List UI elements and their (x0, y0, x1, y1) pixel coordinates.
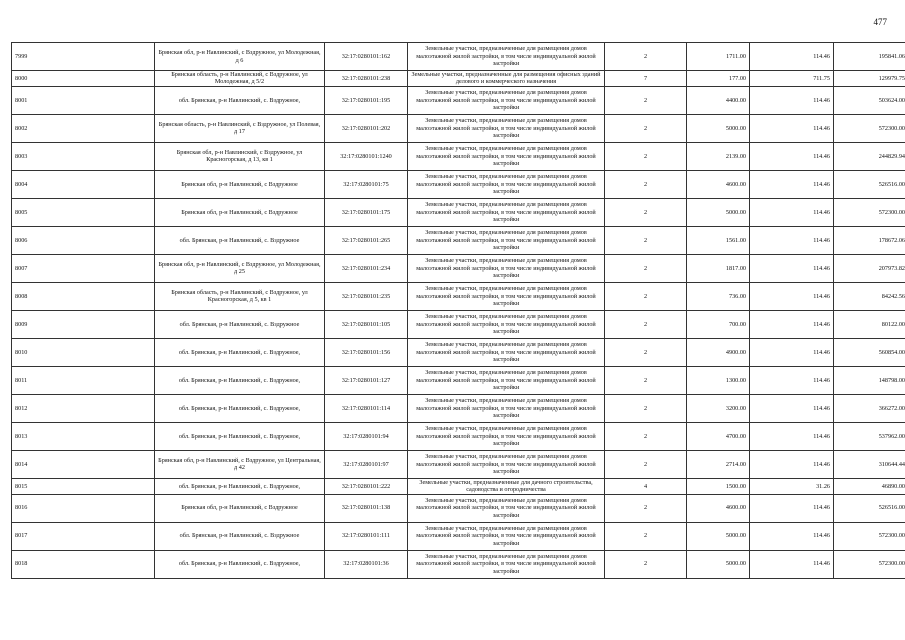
area-cell: 1817.00 (687, 254, 750, 282)
table-row (12, 310, 905, 338)
table-row (12, 422, 905, 450)
land-use-cell: Земельные участки, предназначенные для размещения домов малоэтажной жилой застройки, в том числе индивидуальной жилой застройки (408, 394, 605, 422)
use-group-cell: 2 (605, 522, 687, 550)
use-group-cell: 2 (605, 422, 687, 450)
specific-value-cell: 114.46 (750, 198, 834, 226)
use-group-cell: 7 (605, 71, 687, 87)
area-cell: 4600.00 (687, 170, 750, 198)
land-use-cell: Земельные участки, предназначенные для размещения домов малоэтажной жилой застройки, в том числе индивидуальной жилой застройки (408, 522, 605, 550)
cadastral-number-cell: 32:17:0280101:162 (325, 43, 408, 71)
use-group-cell: 2 (605, 114, 687, 142)
address-cell: обл. Брянская, р-н Навлинский, с. Вздружное, (155, 338, 325, 366)
land-use-cell: Земельные участки, предназначенные для размещения домов малоэтажной жилой застройки, в том числе индивидуальной жилой застройки (408, 422, 605, 450)
record-number-cell: 8018 (12, 550, 155, 578)
record-number-cell: 8000 (12, 71, 155, 87)
use-group-cell: 2 (605, 43, 687, 71)
specific-value-cell: 114.46 (750, 282, 834, 310)
area-cell: 5000.00 (687, 114, 750, 142)
table-row (12, 142, 905, 170)
address-cell: Брянская обл, р-н Навлинский, с Вздружное, ул Молодежная, д 25 (155, 254, 325, 282)
address-cell: обл. Брянская, р-н Навлинский, с. Вздружное, (155, 478, 325, 494)
specific-value-cell: 114.46 (750, 366, 834, 394)
land-use-cell: Земельные участки, предназначенные для размещения офисных зданий делового и коммерческого назначения (408, 71, 605, 87)
record-number-cell: 8011 (12, 366, 155, 394)
table-row (12, 43, 905, 71)
specific-value-cell: 114.46 (750, 422, 834, 450)
cadastral-value-cell: 244829.94 (834, 142, 905, 170)
record-number-cell: 8009 (12, 310, 155, 338)
land-use-cell: Земельные участки, предназначенные для размещения домов малоэтажной жилой застройки, в том числе индивидуальной жилой застройки (408, 338, 605, 366)
table-row (12, 366, 905, 394)
cadastral-number-cell: 32:17:0280101:235 (325, 282, 408, 310)
record-number-cell: 8017 (12, 522, 155, 550)
cadastral-number-cell: 32:17:0280101:195 (325, 86, 408, 114)
cadastral-number-cell: 32:17:0280101:175 (325, 198, 408, 226)
cadastral-number-cell: 32:17:0280101:202 (325, 114, 408, 142)
address-cell: обл. Брянская, р-н Навлинский, с. Вздружное, (155, 422, 325, 450)
address-cell: обл. Брянская, р-н Навлинский, с. Вздружное, (155, 366, 325, 394)
record-number-cell: 7999 (12, 43, 155, 71)
cadastral-value-cell: 526516.00 (834, 170, 905, 198)
record-number-cell: 8002 (12, 114, 155, 142)
cadastral-value-cell: 129979.75 (834, 71, 905, 87)
area-cell: 3200.00 (687, 394, 750, 422)
use-group-cell: 2 (605, 142, 687, 170)
cadastral-value-cell: 537962.00 (834, 422, 905, 450)
address-cell: обл. Брянская, р-н Навлинский, с. Вздружное, (155, 394, 325, 422)
use-group-cell: 2 (605, 198, 687, 226)
land-use-cell: Земельные участки, предназначенные для размещения домов малоэтажной жилой застройки, в том числе индивидуальной жилой застройки (408, 170, 605, 198)
record-number-cell: 8006 (12, 226, 155, 254)
cadastral-value-cell: 80122.00 (834, 310, 905, 338)
cadastral-number-cell: 32:17:0280101:105 (325, 310, 408, 338)
area-cell: 1300.00 (687, 366, 750, 394)
area-cell: 700.00 (687, 310, 750, 338)
cadastral-number-cell: 32:17:0280101:127 (325, 366, 408, 394)
table-row (12, 114, 905, 142)
record-number-cell: 8012 (12, 394, 155, 422)
cadastral-number-cell: 32:17:0280101:97 (325, 450, 408, 478)
specific-value-cell: 114.46 (750, 86, 834, 114)
land-use-cell: Земельные участки, предназначенные для размещения домов малоэтажной жилой застройки, в том числе индивидуальной жилой застройки (408, 114, 605, 142)
specific-value-cell: 711.75 (750, 71, 834, 87)
area-cell: 4600.00 (687, 494, 750, 522)
use-group-cell: 2 (605, 282, 687, 310)
specific-value-cell: 114.46 (750, 450, 834, 478)
record-number-cell: 8004 (12, 170, 155, 198)
cadastral-value-cell: 366272.00 (834, 394, 905, 422)
address-cell: Брянская обл, р-н Навлинский, с Вздружное (155, 170, 325, 198)
specific-value-cell: 114.46 (750, 310, 834, 338)
cadastral-number-cell: 32:17:0280101:222 (325, 478, 408, 494)
specific-value-cell: 114.46 (750, 338, 834, 366)
address-cell: Брянская область, р-н Навлинский, с Вздружное, ул Полевая, д 17 (155, 114, 325, 142)
cadastral-value-cell: 572300.00 (834, 114, 905, 142)
use-group-cell: 2 (605, 226, 687, 254)
record-number-cell: 8016 (12, 494, 155, 522)
specific-value-cell: 114.46 (750, 43, 834, 71)
address-cell: Брянская обл, р-н Навлинский, с Вздружное (155, 198, 325, 226)
cadastral-number-cell: 32:17:0280101:1240 (325, 142, 408, 170)
address-cell: Брянская обл, р-н Навлинский, с Вздружное, ул Молодежная, д 6 (155, 43, 325, 71)
use-group-cell: 2 (605, 338, 687, 366)
cadastral-number-cell: 32:17:0280101:75 (325, 170, 408, 198)
cadastral-value-cell: 572300.00 (834, 522, 905, 550)
use-group-cell: 4 (605, 478, 687, 494)
area-cell: 4700.00 (687, 422, 750, 450)
area-cell: 1500.00 (687, 478, 750, 494)
table-row (12, 478, 905, 494)
cadastral-number-cell: 32:17:0280101:138 (325, 494, 408, 522)
cadastral-value-cell: 178672.06 (834, 226, 905, 254)
table-row (12, 170, 905, 198)
land-use-cell: Земельные участки, предназначенные для дачного строительства, садоводства и огородничества (408, 478, 605, 494)
record-number-cell: 8015 (12, 478, 155, 494)
use-group-cell: 2 (605, 394, 687, 422)
address-cell: обл. Брянская, р-н Навлинский, с. Вздружное (155, 226, 325, 254)
area-cell: 5000.00 (687, 198, 750, 226)
use-group-cell: 2 (605, 366, 687, 394)
land-use-cell: Земельные участки, предназначенные для размещения домов малоэтажной жилой застройки, в том числе индивидуальной жилой застройки (408, 198, 605, 226)
specific-value-cell: 114.46 (750, 394, 834, 422)
address-cell: обл. Брянская, р-н Навлинский, с. Вздружное (155, 522, 325, 550)
cadastral-value-cell: 46890.00 (834, 478, 905, 494)
cadastral-value-cell: 526516.00 (834, 494, 905, 522)
cadastral-value-cell: 572300.00 (834, 198, 905, 226)
page-number: 477 (873, 17, 887, 27)
address-cell: обл. Брянская, р-н Навлинский, с. Вздружное, (155, 550, 325, 578)
specific-value-cell: 114.46 (750, 254, 834, 282)
land-use-cell: Земельные участки, предназначенные для размещения домов малоэтажной жилой застройки, в том числе индивидуальной жилой застройки (408, 282, 605, 310)
area-cell: 736.00 (687, 282, 750, 310)
table-row (12, 394, 905, 422)
land-use-cell: Земельные участки, предназначенные для размещения домов малоэтажной жилой застройки, в том числе индивидуальной жилой застройки (408, 494, 605, 522)
specific-value-cell: 114.46 (750, 142, 834, 170)
land-registry-table (11, 42, 905, 579)
cadastral-number-cell: 32:17:0280101:156 (325, 338, 408, 366)
record-number-cell: 8005 (12, 198, 155, 226)
specific-value-cell: 114.46 (750, 226, 834, 254)
cadastral-number-cell: 32:17:0280101:36 (325, 550, 408, 578)
use-group-cell: 2 (605, 450, 687, 478)
use-group-cell: 2 (605, 310, 687, 338)
address-cell: обл. Брянская, р-н Навлинский, с. Вздружное (155, 310, 325, 338)
address-cell: Брянская обл, р-н Навлинский, с Вздружное (155, 494, 325, 522)
cadastral-number-cell: 32:17:0280101:111 (325, 522, 408, 550)
address-cell: Брянская обл, р-н Навлинский, с Вздружное, ул Красногорская, д 13, кв 1 (155, 142, 325, 170)
address-cell: Брянская область, р-н Навлинский, с Вздружное, ул Красногорская, д 5, кв 1 (155, 282, 325, 310)
specific-value-cell: 114.46 (750, 494, 834, 522)
land-use-cell: Земельные участки, предназначенные для размещения домов малоэтажной жилой застройки, в том числе индивидуальной жилой застройки (408, 550, 605, 578)
record-number-cell: 8014 (12, 450, 155, 478)
cadastral-value-cell: 310644.44 (834, 450, 905, 478)
land-use-cell: Земельные участки, предназначенные для размещения домов малоэтажной жилой застройки, в том числе индивидуальной жилой застройки (408, 310, 605, 338)
table-row (12, 450, 905, 478)
record-number-cell: 8001 (12, 86, 155, 114)
area-cell: 177.00 (687, 71, 750, 87)
area-cell: 5000.00 (687, 550, 750, 578)
cadastral-number-cell: 32:17:0280101:238 (325, 71, 408, 87)
cadastral-value-cell: 503624.00 (834, 86, 905, 114)
table-row (12, 522, 905, 550)
cadastral-value-cell: 207973.82 (834, 254, 905, 282)
use-group-cell: 2 (605, 254, 687, 282)
cadastral-value-cell: 84242.56 (834, 282, 905, 310)
use-group-cell: 2 (605, 86, 687, 114)
land-use-cell: Земельные участки, предназначенные для размещения домов малоэтажной жилой застройки, в том числе индивидуальной жилой застройки (408, 450, 605, 478)
address-cell: Брянская обл, р-н Навлинский, с Вздружное, ул Центральная, д 42 (155, 450, 325, 478)
use-group-cell: 2 (605, 494, 687, 522)
table-row (12, 71, 905, 87)
area-cell: 1711.00 (687, 43, 750, 71)
table-row (12, 338, 905, 366)
specific-value-cell: 114.46 (750, 114, 834, 142)
specific-value-cell: 31.26 (750, 478, 834, 494)
record-number-cell: 8013 (12, 422, 155, 450)
area-cell: 2714.00 (687, 450, 750, 478)
land-use-cell: Земельные участки, предназначенные для размещения домов малоэтажной жилой застройки, в том числе индивидуальной жилой застройки (408, 366, 605, 394)
cadastral-number-cell: 32:17:0280101:94 (325, 422, 408, 450)
record-number-cell: 8003 (12, 142, 155, 170)
registry-body (12, 43, 905, 579)
table-row (12, 494, 905, 522)
specific-value-cell: 114.46 (750, 522, 834, 550)
cadastral-number-cell: 32:17:0280101:234 (325, 254, 408, 282)
area-cell: 5000.00 (687, 522, 750, 550)
table-row (12, 550, 905, 578)
area-cell: 1561.00 (687, 226, 750, 254)
specific-value-cell: 114.46 (750, 170, 834, 198)
record-number-cell: 8008 (12, 282, 155, 310)
specific-value-cell: 114.46 (750, 550, 834, 578)
table-row (12, 282, 905, 310)
record-number-cell: 8007 (12, 254, 155, 282)
cadastral-value-cell: 560854.00 (834, 338, 905, 366)
land-use-cell: Земельные участки, предназначенные для размещения домов малоэтажной жилой застройки, в том числе индивидуальной жилой застройки (408, 226, 605, 254)
area-cell: 4400.00 (687, 86, 750, 114)
use-group-cell: 2 (605, 550, 687, 578)
table-row (12, 226, 905, 254)
area-cell: 2139.00 (687, 142, 750, 170)
area-cell: 4900.00 (687, 338, 750, 366)
land-use-cell: Земельные участки, предназначенные для размещения домов малоэтажной жилой застройки, в том числе индивидуальной жилой застройки (408, 254, 605, 282)
cadastral-value-cell: 572300.00 (834, 550, 905, 578)
cadastral-value-cell: 195841.06 (834, 43, 905, 71)
cadastral-number-cell: 32:17:0280101:265 (325, 226, 408, 254)
cadastral-value-cell: 148798.00 (834, 366, 905, 394)
address-cell: Брянская область, р-н Навлинский, с Вздружное, ул Молодежная, д 5/2 (155, 71, 325, 87)
land-use-cell: Земельные участки, предназначенные для размещения домов малоэтажной жилой застройки, в том числе индивидуальной жилой застройки (408, 43, 605, 71)
use-group-cell: 2 (605, 170, 687, 198)
address-cell: обл. Брянская, р-н Навлинский, с. Вздружное, (155, 86, 325, 114)
table-row (12, 254, 905, 282)
record-number-cell: 8010 (12, 338, 155, 366)
table-row (12, 86, 905, 114)
table-row (12, 198, 905, 226)
cadastral-number-cell: 32:17:0280101:114 (325, 394, 408, 422)
land-use-cell: Земельные участки, предназначенные для размещения домов малоэтажной жилой застройки, в том числе индивидуальной жилой застройки (408, 86, 605, 114)
land-use-cell: Земельные участки, предназначенные для размещения домов малоэтажной жилой застройки, в том числе индивидуальной жилой застройки (408, 142, 605, 170)
